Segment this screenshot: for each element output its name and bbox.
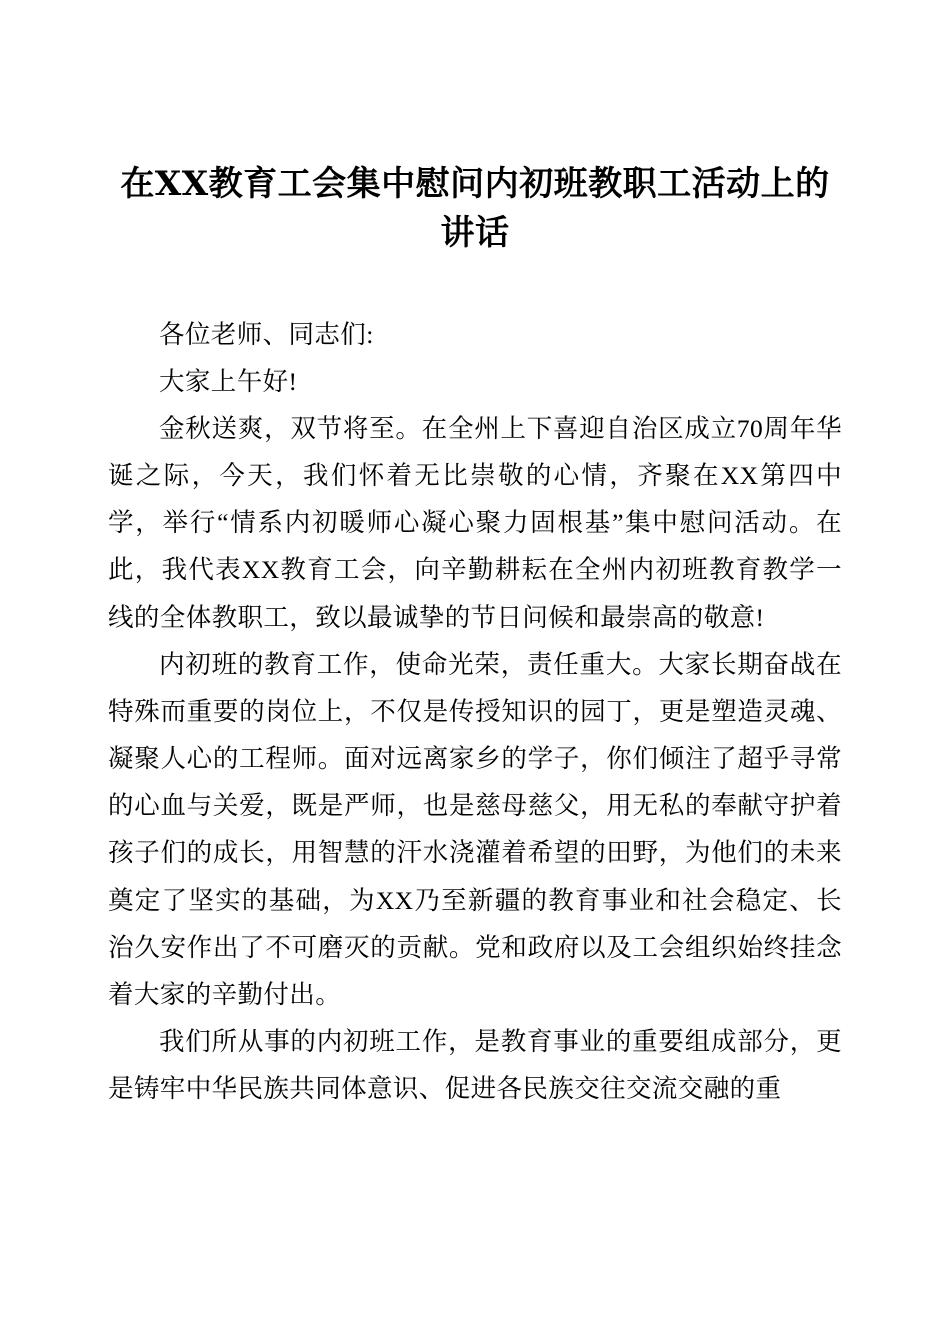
paragraph-mission: 内初班的教育工作，使命光荣，责任重大。大家长期奋战在特殊而重要的岗位上，不仅是传授知识的园丁，更是塑造灵魂、凝聚人心的工程师。面对远离家乡的学子，你们倾注了超乎寻常的心血与关爱，既是严师，也是慈母慈父，用无私的奉献守护着孩子们的成长，用智慧的汗水浇灌着希望的田野，为他们的未来奠定了坚实的基础，为XX乃至新疆的教育事业和社会稳定、长治久安作出了不可磨灭的贡献。党和政府以及工会组织始终挂念着大家的辛勤付出。 (108, 649, 842, 1009)
paragraph-significance: 我们所从事的内初班工作，是教育事业的重要组成部分，更是铸牢中华民族共同体意识、促进各民族交往交流交融的重 (108, 1027, 842, 1104)
page-title: 在XX教育工会集中慰问内初班教职工活动上的讲话 (120, 164, 830, 254)
paragraph-greeting: 大家上午好! (159, 366, 298, 396)
paragraph-opening: 金秋送爽，双节将至。在全州上下喜迎自治区成立70周年华诞之际，今天，我们怀着无比崇敬的心情，齐聚在XX第四中学，举行“情系内初暖师心凝心聚力固根基”集中慰问活动。在此，我代表XX教育工会，向辛勤耕耘在全州内初班教育教学一线的全体教职工，致以最诚挚的节日问候和最崇高的敬意! (108, 413, 842, 632)
document-body (108, 311, 842, 1113)
paragraph-salutation: 各位老师、同志们: (159, 319, 374, 349)
